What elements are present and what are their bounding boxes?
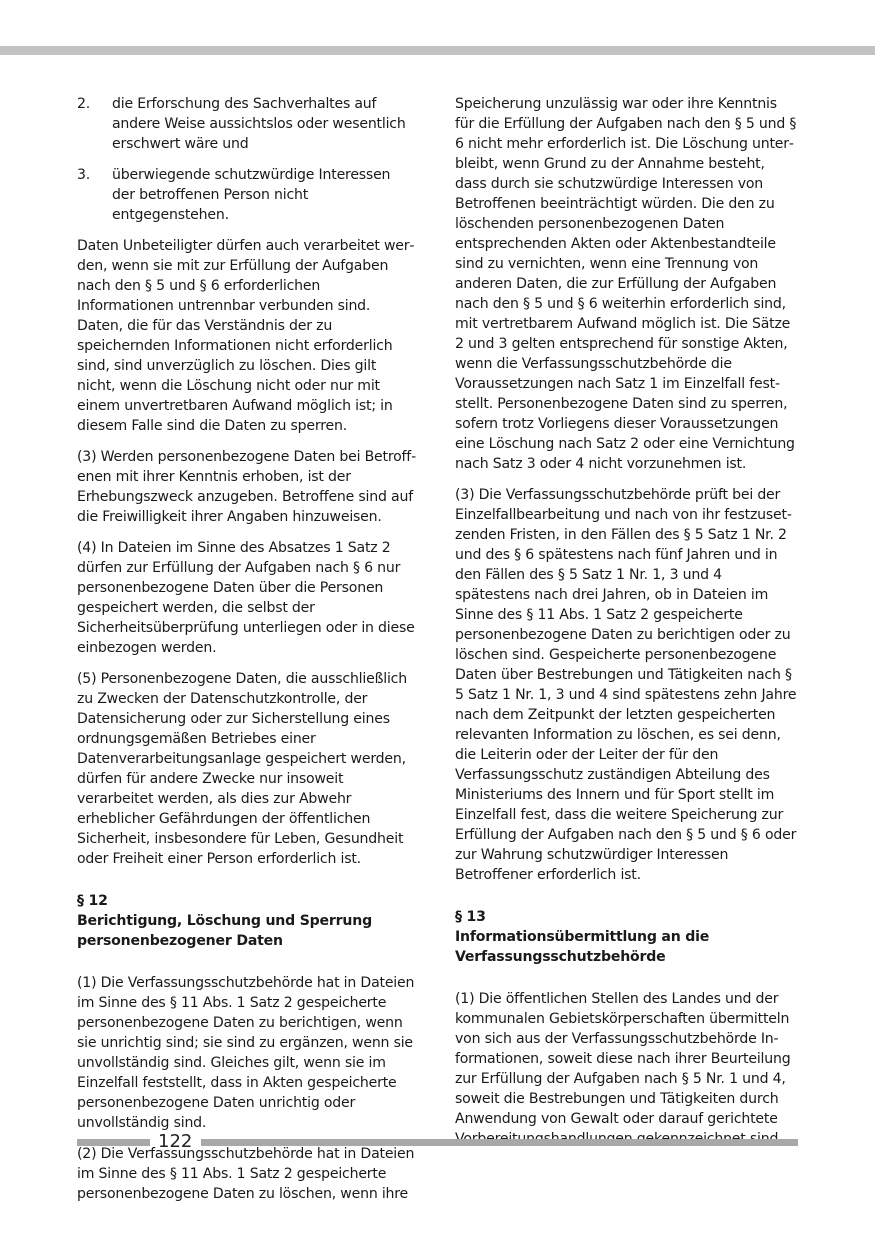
list-item [77, 165, 417, 225]
section-12-paragraph-2-start: (2) Die Verfassungsschutzbehörde hat in Dateien im Sinne des § 11 Abs. 1 Satz 2 gespeicherte personenbezogene Daten zu löschen, wenn ihre [77, 1146, 415, 1202]
section-12-number: § 12 [77, 893, 108, 909]
paragraph-unbeteiligte: Daten Unbeteiligter dürfen auch verarbeitet werden, wenn sie mit zur Erfüllung der Aufgaben nach den § 5 und § 6 erforderlichen Informationen untrennbar verbunden sind. Daten, die für das Verständnis der zu speichernden Informationen nicht erforderlich sind, sind unverzüglich zu löschen. Dies gilt nicht, wenn die Löschung nicht oder nur mit einem unvertretbaren Aufwand möglich ist; in diesem Falle sind die Daten zu sperren. [77, 238, 415, 434]
right-column [455, 94, 800, 1160]
page-number: 122 [158, 1131, 193, 1152]
top-decorative-bar [0, 46, 875, 55]
paragraph-4: (4) In Dateien im Sinne des Absatzes 1 Satz 2 dürfen zur Erfüllung der Aufgaben nach § 6 nur personenbezogene Daten über die Personen gespeichert werden, die selbst der Sicherheitsüberprüfung unterliegen oder in diese einbezogen werden. [77, 540, 415, 656]
footer-bar-right [201, 1139, 798, 1146]
section-12-paragraph-3: (3) Die Verfassungsschutzbehörde prüft bei der Einzelfallbearbeitung und nach von ihr festzusetzenden Fristen, in den Fällen des § 5 Satz 1 Nr. 2 und des § 6 spätestens nach fünf Jahren und in den Fällen des § 5 Satz 1 Nr. 1, 3 und 4 spätestens nach drei Jahren, ob in Dateien im Sinne des § 11 Abs. 1 Satz 2 gespeicherte personenbezogene Daten zu berichtigen oder zu löschen sind. Gespeicherte personenbezogene Daten über Bestrebungen und Tätigkeiten nach § 5 Satz 1 Nr. 1, 3 und 4 sind spätestens zehn Jahre nach dem Zeitpunkt der letzten gespeicherten relevanten Information zu löschen, es sei denn, die Leiterin oder der Leiter der für den Verfassungsschutz zuständigen Abteilung des Ministeriums des Innern und für Sport stellt im Einzelfall fest, dass die weitere Speicherung zur Erfüllung der Aufgaben nach den § 5 und § 6 oder zur Wahrung schutzwürdiger Interessen Betroffener erforderlich ist. [455, 487, 797, 883]
left-column [77, 94, 417, 1215]
paragraph-3: (3) Werden personenbezogene Daten bei Betroffenen mit ihrer Kenntnis erhoben, ist der Erhebungszweck anzugeben. Betroffene sind auf die Freiwilligkeit ihrer Angaben hinzuweisen. [77, 449, 417, 525]
footer-bar-left [77, 1139, 150, 1146]
list-item-text: die Erforschung des Sachverhaltes auf andere Weise aussichtslos oder wesentlich erschwert wäre und [112, 96, 406, 152]
section-13-title: Informationsübermittlung an die Verfassungsschutzbehörde [455, 929, 710, 965]
list-item [77, 94, 417, 154]
list-item-text: überwiegende schutzwürdige Interessen der betroffenen Person nicht entgegenstehen. [112, 167, 391, 223]
section-12-title: Berichtigung, Löschung und Sperrung personenbezogener Daten [77, 913, 372, 949]
list-item-number: 2. [77, 96, 91, 112]
section-12-paragraph-1: (1) Die Verfassungsschutzbehörde hat in Dateien im Sinne des § 11 Abs. 1 Satz 2 gespeicherte personenbezogene Daten zu berichtigen, wenn sie unrichtig sind; sie sind zu ergänzen, wenn sie unvollständig sind. Gleiches gilt, wenn sie im Einzelfall feststellt, dass in Akten gespeicherte personenbezogene Daten unrichtig oder unvollständig sind. [77, 975, 415, 1131]
section-13-paragraph-1-start: (1) Die öffentlichen Stellen des Landes und der kommunalen Gebietskörperschaften übermitteln von sich aus der Verfassungsschutzbehörde Informationen, soweit diese nach ihrer Beurteilung zur Erfüllung der Aufgaben nach § 5 Nr. 1 und 4, soweit die Bestrebungen und Tätigkeiten durch Anwendung von Gewalt oder darauf gerichtete [455, 991, 791, 1127]
list-item-number: 3. [77, 167, 91, 183]
paragraph-5: (5) Personenbezogene Daten, die ausschließlich zu Zwecken der Datenschutzkontrolle, der Datensicherung oder zur Sicherstellung eines ordnungsgemäßen Betriebes einer Datenverarbeitungsanlage gespeichert werden, dürfen für andere Zwecke nur insoweit verarbeitet werden, als dies zur Abwehr erheblicher Gefährdungen der öffentlichen Sicherheit, insbesondere für Leben, Gesundheit oder Freiheit einer Person erforderlich ist. [77, 671, 407, 867]
section-12-paragraph-2-continued: Speicherung unzulässig war oder ihre Kenntnis für die Erfüllung der Aufgaben nach den § 5 und § 6 nicht mehr erforderlich ist. Die Löschung unterbleibt, wenn Grund zu der Annahme besteht, dass durch sie schutzwürdige Interessen von Betroffenen beeinträchtigt würden. Die den zu löschenden personenbezogenen Daten entsprechenden Akten oder Aktenbestandteile sind zu vernichten, wenn eine Trennung von anderen Daten, die zur Erfüllung der Aufgaben nach den § 5 und § 6 weiterhin erforderlich sind, mit vertretbarem Aufwand möglich ist. Die Sätze 2 und 3 gelten entsprechend für sonstige Akten, wenn die Verfassungsschutzbehörde die Voraussetzungen nach Satz 1 im Einzelfall feststellt. Personenbezogene Daten sind zu sperren, sofern trotz Vorliegens dieser Voraussetzungen eine Löschung nach Satz 2 oder eine Vernichtung nach Satz 3 oder 4 nicht vorzunehmen ist. [455, 96, 797, 472]
section-13-number: § 13 [455, 909, 486, 925]
